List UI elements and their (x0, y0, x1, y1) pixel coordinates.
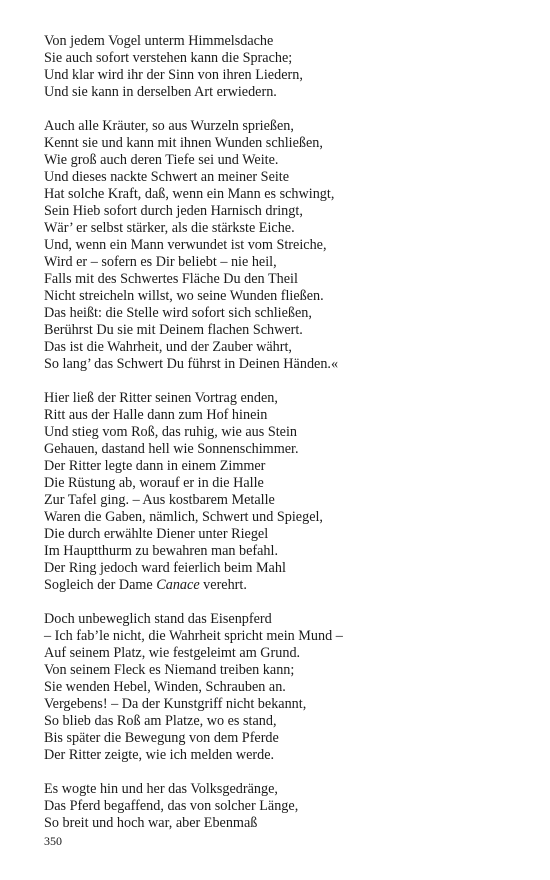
verse-line: Hat solche Kraft, daß, wenn ein Mann es schwingt, (44, 186, 335, 202)
stanza-5 (44, 781, 514, 832)
verse-line: Auf seinem Platz, wie festgeleimt am Grund. (44, 645, 301, 661)
verse-line-with-name (44, 577, 514, 594)
verse-line: Und, wenn ein Mann verwundet ist vom Streiche, (44, 237, 327, 253)
verse-line: Sein Hieb sofort durch jeden Harnisch dringt, (44, 203, 303, 219)
verse-line: Waren die Gaben, nämlich, Schwert und Spiegel, (44, 509, 323, 525)
verse-line: Und klar wird ihr der Sinn von ihren Liedern, (44, 67, 303, 83)
verse-line: So lang’ das Schwert Du führst in Deinen Händen.« (44, 356, 339, 372)
poem-text (44, 33, 514, 849)
verse-line: Vergebens! – Da der Kunstgriff nicht bekannt, (44, 696, 307, 712)
verse-line: Hier ließ der Ritter seinen Vortrag enden, (44, 390, 278, 406)
verse-line: Zur Tafel ging. – Aus kostbarem Metalle (44, 492, 275, 508)
verse-line: Berührst Du sie mit Deinem flachen Schwert. (44, 322, 303, 338)
page-number: 350 (44, 834, 62, 848)
verse-line: Wird er – sofern es Dir beliebt – nie heil, (44, 254, 277, 270)
verse-line: Von jedem Vogel unterm Himmelsdache (44, 33, 274, 49)
verse-line: Gehauen, dastand hell wie Sonnenschimmer. (44, 441, 299, 457)
verse-line: So blieb das Roß am Platze, wo es stand, (44, 713, 277, 729)
verse-line: Falls mit des Schwertes Fläche Du den Theil (44, 271, 298, 287)
stanza-3 (44, 390, 514, 594)
verse-line: Ritt aus der Halle dann zum Hof hinein (44, 407, 268, 423)
verse-line: So breit und hoch war, aber Ebenmaß (44, 815, 258, 831)
stanza-4 (44, 611, 514, 764)
verse-line: Die durch erwählte Diener unter Riegel (44, 526, 269, 542)
verse-line: Von seinem Fleck es Niemand treiben kann; (44, 662, 295, 678)
verse-line: Im Hauptthurm zu bewahren man befahl. (44, 543, 279, 559)
verse-line: Und sie kann in derselben Art erwiedern. (44, 84, 277, 100)
verse-line: Der Ritter legte dann in einem Zimmer (44, 458, 266, 474)
stanza-2 (44, 118, 514, 373)
stanza-1 (44, 33, 514, 101)
verse-line: Wär’ er selbst stärker, als die stärkste Eiche. (44, 220, 295, 236)
verse-line: Wie groß auch deren Tiefe sei und Weite. (44, 152, 279, 168)
verse-line: Und stieg vom Roß, das ruhig, wie aus Stein (44, 424, 297, 440)
verse-line: – Ich fab’le nicht, die Wahrheit spricht mein Mund – (44, 628, 343, 644)
verse-line: Sie wenden Hebel, Winden, Schrauben an. (44, 679, 286, 695)
character-name: Canace (156, 577, 200, 593)
verse-line: Es wogte hin und her das Volksgedränge, (44, 781, 278, 797)
verse-line: Das heißt: die Stelle wird sofort sich schließen, (44, 305, 312, 321)
verse-line: Das Pferd begaffend, das von solcher Länge, (44, 798, 299, 814)
verse-line: Der Ring jedoch ward feierlich beim Mahl (44, 560, 286, 576)
verse-text: verehrt. (199, 577, 247, 593)
verse-line: Der Ritter zeigte, wie ich melden werde. (44, 747, 275, 763)
verse-text: Sogleich der Dame (44, 577, 157, 593)
verse-line: Die Rüstung ab, worauf er in die Halle (44, 475, 264, 491)
verse-line: Doch unbeweglich stand das Eisenpferd (44, 611, 272, 627)
verse-line: Nicht streicheln willst, wo seine Wunden fließen. (44, 288, 324, 304)
verse-line: Kennt sie und kann mit ihnen Wunden schließen, (44, 135, 323, 151)
verse-line: Sie auch sofort verstehen kann die Sprache; (44, 50, 293, 66)
verse-line: Und dieses nackte Schwert an meiner Seite (44, 169, 290, 185)
verse-line: Bis später die Bewegung von dem Pferde (44, 730, 279, 746)
verse-line: Auch alle Kräuter, so aus Wurzeln sprießen, (44, 118, 294, 134)
verse-line: Das ist die Wahrheit, und der Zauber währt, (44, 339, 292, 355)
